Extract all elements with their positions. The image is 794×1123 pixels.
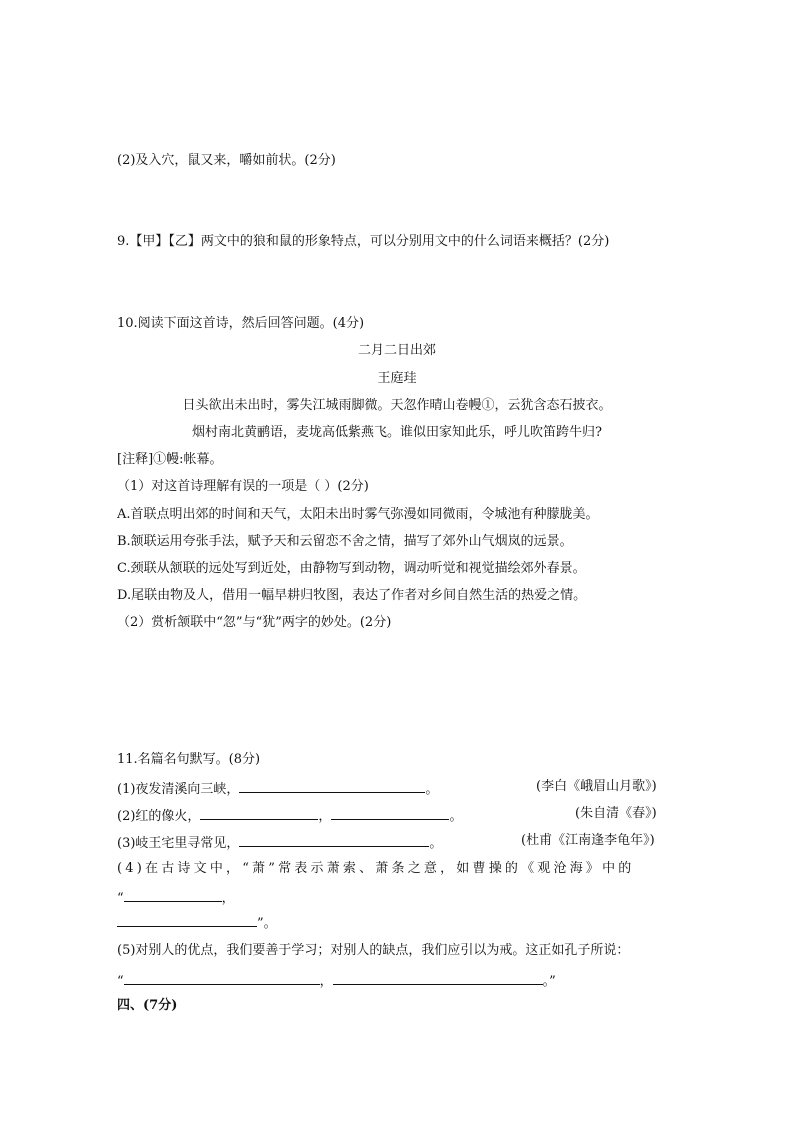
dictation-item-2 (117, 805, 462, 826)
poem-line-2: 烟村南北黄鹂语，麦垅高低紫燕飞。谁似田家知此乐，呼儿吹笛跨牛归? (192, 425, 602, 440)
question-9: 9.【甲】【乙】两文中的狼和鼠的形象特点，可以分别用文中的什么词语来概括？(2分) (117, 234, 610, 249)
question-10-sub-2: （2）赏析颔联中“忽”与“犹”两字的妙处。(2分) (117, 615, 392, 630)
dictation-item-5-line-2 (117, 970, 556, 991)
poem-author: 王庭珪 (377, 371, 417, 386)
dictation-prompt: (1)夜发清溪向三峡， (117, 782, 240, 797)
dictation-item-4: (4)在古诗文中，“萧”常表示萧索、萧条之意，如曹操的《观沧海》中的 (117, 861, 635, 876)
comma: ， (319, 974, 333, 989)
end-punctuation: 。 (425, 782, 439, 797)
comma: ， (318, 809, 332, 824)
end-punctuation: 。 (449, 809, 463, 824)
answer-blank[interactable] (331, 805, 449, 820)
end-punctuation: 。” (542, 974, 556, 989)
poem-note: [注释]①幔:帐幕。 (117, 452, 223, 467)
option-d: D.尾联由物及人，借用一幅早耕归牧图，表达了作者对乡间自然生活的热爱之情。 (117, 588, 587, 603)
poem-line-1: 日头欲出未出时，雾失江城雨脚微。天忽作晴山卷幔①，云犹含态石披衣。 (182, 398, 612, 413)
dictation-item-4-line-2 (117, 887, 235, 908)
end-punctuation: ”。 (257, 916, 277, 931)
dictation-item-3 (117, 832, 442, 853)
dictation-item-4-line-3 (117, 912, 277, 933)
question-8-item-2: (2)及入穴，鼠又来，嚼如前状。(2分) (117, 153, 336, 168)
dictation-item-5: (5)对别人的优点，我们要善于学习；对别人的缺点，我们应引以为戒。这正如孔子所说： (117, 943, 630, 958)
option-a: A.首联点明出郊的时间和天气，太阳未出时雾气弥漫如同微雨，令城池有种朦胧美。 (117, 507, 599, 522)
dictation-source-2: (朱自清《春》) (575, 806, 657, 821)
answer-blank[interactable] (239, 832, 429, 847)
option-c: C.颈联从颔联的远处写到近处，由静物写到动物，调动听觉和视觉描绘郊外春景。 (117, 561, 586, 576)
dictation-prompt: (3)岐王宅里寻常见， (117, 836, 240, 851)
comma: ， (221, 891, 235, 906)
dictation-item-1 (117, 778, 438, 799)
answer-blank[interactable] (200, 805, 318, 820)
answer-blank[interactable] (124, 887, 222, 902)
dictation-source-1: (李白《峨眉山月歌》) (536, 779, 657, 794)
question-10-sub-1: （1）对这首诗理解有误的一项是（ ）(2分) (117, 479, 369, 494)
answer-blank[interactable] (124, 970, 320, 985)
dictation-prompt: (2)红的像火， (117, 809, 201, 824)
end-punctuation: 。 (429, 836, 443, 851)
section-4-heading: 四、(7分) (117, 998, 178, 1013)
question-10-intro: 10.阅读下面这首诗，然后回答问题。(4分) (117, 316, 365, 331)
poem-title: 二月二日出郊 (357, 343, 436, 358)
option-b: B.颔联运用夸张手法，赋予天和云留恋不舍之情，描写了郊外山气烟岚的远景。 (117, 534, 573, 549)
open-quote: “ (117, 974, 124, 989)
open-quote: “ (117, 891, 124, 906)
answer-blank[interactable] (333, 970, 543, 985)
answer-blank[interactable] (117, 912, 257, 927)
answer-blank[interactable] (239, 778, 425, 793)
question-11-intro: 11.名篇名句默写。(8分) (117, 752, 261, 767)
dictation-source-3: (杜甫《江南逢李龟年》) (521, 833, 655, 848)
